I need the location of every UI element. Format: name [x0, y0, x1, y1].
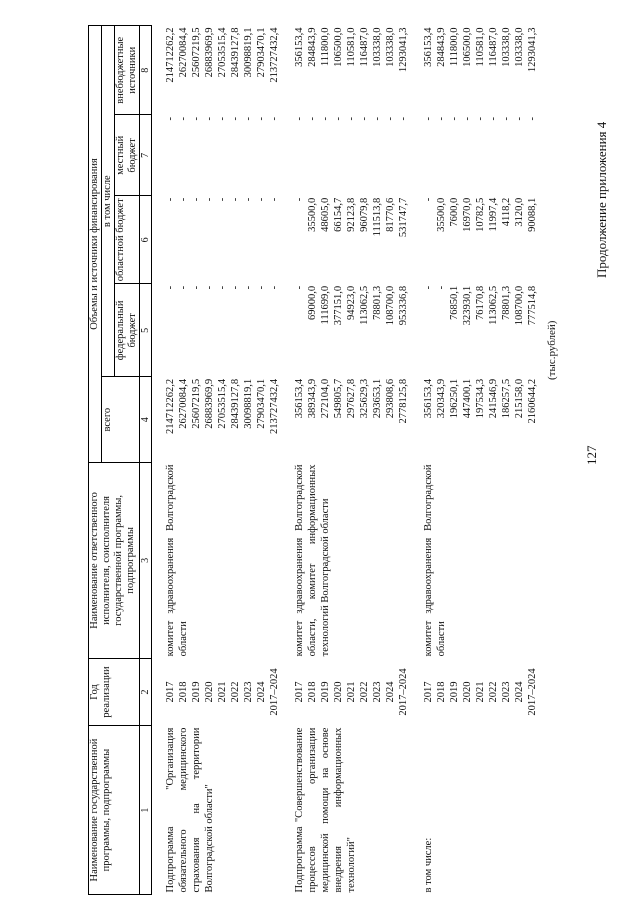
- col-num-4: 4: [140, 377, 152, 463]
- federal-cell: - - 76850,1 323930,1 76170,8 113062,5 78801,3 108700,0 777514,8: [423, 285, 538, 326]
- years-cell: 2017 2018 2019 2020 2021 2022 2023 2024 2017–2024: [294, 668, 409, 716]
- appendix-caption: Продолжение приложения 4: [594, 121, 609, 278]
- regional-cell: - - - - - - - - -: [165, 197, 280, 202]
- header-extra: внебюджетные источники: [115, 26, 140, 115]
- total-cell: 356153,4 389343,9 272104,0 549805,7 297627,8 325629,3 293653,1 293808,6 2778125,8: [294, 378, 409, 424]
- col-num-8: 8: [140, 26, 152, 115]
- total-cell: 214712262,2 26270084,4 25607219,5 26883969,9 27053515,4 28439127,8 30098819,1 27903470,1 213727432,4: [165, 378, 280, 434]
- col-num-5: 5: [140, 284, 152, 377]
- header-year: Год реализации: [89, 658, 140, 725]
- units-caption: (тыс.рублей): [546, 320, 558, 380]
- table-row: [293, 26, 410, 895]
- header-program: Наименование государственной программы, подпрограммы: [89, 726, 140, 895]
- program-name: Подпрограмма "Организация обязательного медицинского страхования на территории Волгоградской области": [165, 727, 215, 893]
- federal-cell: - 69000,0 111699,0 377151,0 94923,0 113062,5 78801,3 108700,0 953336,8: [294, 285, 409, 326]
- header-including: в том числе: [102, 26, 115, 377]
- total-cell: 356153,4 320343,9 196250,1 447400,1 197534,3 241546,9 186257,5 215158,0 2160644,2: [423, 378, 538, 424]
- executor-cell: комитет здравоохранения Волгоградской области: [423, 464, 447, 657]
- col-num-1: 1: [140, 726, 152, 895]
- col-num-7: 7: [140, 115, 152, 196]
- header-federal: федеральный бюджет: [115, 284, 140, 377]
- header-funding-label: Объемы и источники финансирования: [89, 158, 100, 330]
- extra-cell: 356153,4 284843,9 111800,0 106500,0 110581,0 116487,0 103338,0 103338,0 1293041,3: [294, 27, 409, 73]
- table-row: [164, 26, 281, 895]
- federal-cell: - - - - - - - - -: [165, 285, 280, 290]
- header-regional: областной бюджет: [115, 196, 140, 284]
- col-num-6: 6: [140, 196, 152, 284]
- funding-table: [88, 25, 539, 895]
- local-cell: - - - - - - - - -: [165, 116, 280, 121]
- regional-cell: - 35500,0 48605,0 66154,7 92123,8 96079,8 111513,8 81770,6 531747,7: [294, 197, 409, 238]
- executor-cell: комитет здравоохранения Волгоградской области: [165, 464, 189, 657]
- local-cell: - - - - - - - - -: [423, 116, 538, 121]
- table-row: [422, 26, 539, 895]
- header-total: всего: [102, 377, 140, 463]
- header-local: местный бюджет: [115, 115, 140, 196]
- page-number: 127: [584, 445, 599, 465]
- program-name: Подпрограмма "Совершенствование процессов организации медицинской помощи на основе внедрения информационных технологий": [294, 727, 357, 893]
- regional-cell: - 35500,0 7600,0 16970,0 10782,5 11997,4 4118,2 3120,0 90088,1: [423, 197, 538, 232]
- extra-cell: 356153,4 284843,9 111800,0 106500,0 110581,0 116487,0 103338,0 103338,0 1293041,3: [423, 27, 538, 73]
- executor-cell: комитет здравоохранения Волгоградской области, комитет информационных технологий Волгоградской области: [294, 464, 331, 657]
- program-name: в том числе:: [423, 837, 434, 893]
- col-num-3: 3: [140, 463, 152, 659]
- header-executor: Наименование ответственного исполнителя, соисполнителя государственной программы, подпрограммы: [89, 463, 140, 659]
- extra-cell: 214712262,2 26270084,4 25607219,5 26883969,9 27053515,4 28439127,8 30098819,1 27903470,1 213727432,4: [165, 27, 280, 83]
- local-cell: - - - - - - - - -: [294, 116, 409, 121]
- col-num-2: 2: [140, 658, 152, 725]
- years-cell: 2017 2018 2019 2020 2021 2022 2023 2024 2017–2024: [423, 668, 538, 716]
- years-cell: 2017 2018 2019 2020 2021 2022 2023 2024 2017–2024: [165, 668, 280, 716]
- header-funding: [89, 26, 102, 463]
